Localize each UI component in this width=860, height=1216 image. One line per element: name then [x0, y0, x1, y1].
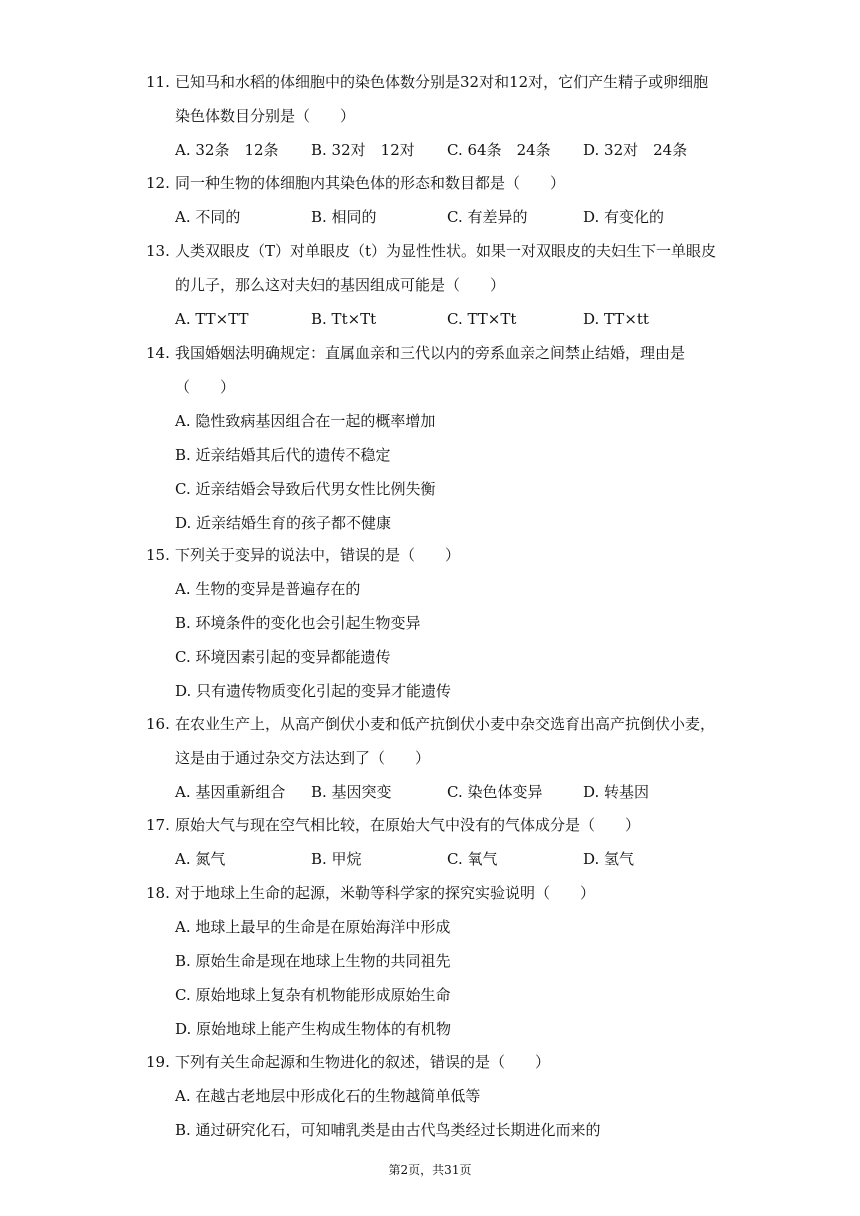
option-b: B. 甲烷	[311, 850, 362, 868]
option-c: C. 染色体变异	[447, 783, 543, 801]
option-b: B. 通过研究化石，可知哺乳类是由古代鸟类经过长期进化而来的	[175, 1121, 601, 1139]
option-a: A. 32条 12条	[175, 141, 279, 159]
option-b: B. 相同的	[311, 208, 377, 226]
option-a: A. 隐性致病基因组合在一起的概率增加	[175, 412, 436, 430]
question-text: 下列有关生命起源和生物进化的叙述，错误的是（ ）	[175, 1053, 551, 1071]
option-a: A. 不同的	[175, 208, 241, 226]
option-a: A. 地球上最早的生命是在原始海洋中形成	[175, 918, 451, 936]
option-d: D. 32对 24条	[583, 141, 688, 159]
option-d: D. 原始地球上能产生构成生物体的有机物	[175, 1020, 452, 1038]
option-a: A. 氮气	[175, 850, 226, 868]
question-text: （ ）	[175, 378, 236, 396]
question-text: 我国婚姻法明确规定：直属血亲和三代以内的旁系血亲之间禁止结婚，理由是	[175, 344, 686, 362]
option-b: B. 32对 12对	[311, 141, 415, 159]
question-text: 染色体数目分别是（ ）	[175, 107, 356, 125]
option-a: A. 生物的变异是普遍存在的	[175, 580, 361, 598]
option-d: D. 转基因	[583, 783, 650, 801]
option-b: B. 环境条件的变化也会引起生物变异	[175, 614, 421, 632]
option-c: C. 近亲结婚会导致后代男女性比例失衡	[175, 480, 436, 498]
question-number: 15.	[146, 546, 170, 564]
option-c: C. 环境因素引起的变异都能遗传	[175, 648, 391, 666]
question-number: 14.	[146, 344, 170, 362]
option-b: B. 原始生命是现在地球上生物的共同祖先	[175, 952, 451, 970]
question-text: 下列关于变异的说法中，错误的是（ ）	[175, 546, 461, 564]
option-d: D. TT×tt	[583, 310, 649, 328]
question-number: 13.	[146, 242, 170, 260]
question-number: 19.	[146, 1053, 170, 1071]
question-number: 16.	[146, 715, 170, 733]
question-text: 同一种生物的体细胞内其染色体的形态和数目都是（ ）	[175, 174, 566, 192]
option-d: D. 有变化的	[583, 208, 665, 226]
option-a: A. 在越古老地层中形成化石的生物越简单低等	[175, 1087, 481, 1105]
option-c: C. 原始地球上复杂有机物能形成原始生命	[175, 986, 451, 1004]
question-number: 17.	[146, 816, 170, 834]
option-b: B. Tt×Tt	[311, 310, 377, 328]
option-d: D. 近亲结婚生育的孩子都不健康	[175, 514, 392, 532]
option-a: A. 基因重新组合	[175, 783, 286, 801]
question-number: 11.	[146, 73, 170, 91]
question-text: 人类双眼皮（T）对单眼皮（t）为显性性状。如果一对双眼皮的夫妇生下一单眼皮	[175, 242, 717, 260]
option-b: B. 近亲结婚其后代的遗传不稳定	[175, 446, 391, 464]
page-footer: 第2页，共31页	[388, 1163, 472, 1177]
question-text: 在农业生产上，从高产倒伏小麦和低产抗倒伏小麦中杂交选育出高产抗倒伏小麦，	[175, 715, 716, 733]
question-number: 12.	[146, 174, 170, 192]
option-c: C. TT×Tt	[447, 310, 517, 328]
option-a: A. TT×TT	[175, 310, 249, 328]
option-c: C. 有差异的	[447, 208, 528, 226]
question-text: 原始大气与现在空气相比较，在原始大气中没有的气体成分是（ ）	[175, 816, 641, 834]
question-text: 的儿子，那么这对夫妇的基因组成可能是（ ）	[175, 276, 506, 294]
question-text: 这是由于通过杂交方法达到了（ ）	[175, 749, 431, 767]
question-text: 已知马和水稻的体细胞中的染色体数分别是32对和12对，它们产生精子或卵细胞	[175, 73, 709, 91]
question-number: 18.	[146, 884, 170, 902]
option-b: B. 基因突变	[311, 783, 392, 801]
question-text: 对于地球上生命的起源，米勒等科学家的探究实验说明（ ）	[175, 884, 596, 902]
option-c: C. 64条 24条	[447, 141, 551, 159]
option-c: C. 氧气	[447, 850, 498, 868]
option-d: D. 只有遗传物质变化引起的变异才能遗传	[175, 682, 452, 700]
option-d: D. 氢气	[583, 850, 635, 868]
